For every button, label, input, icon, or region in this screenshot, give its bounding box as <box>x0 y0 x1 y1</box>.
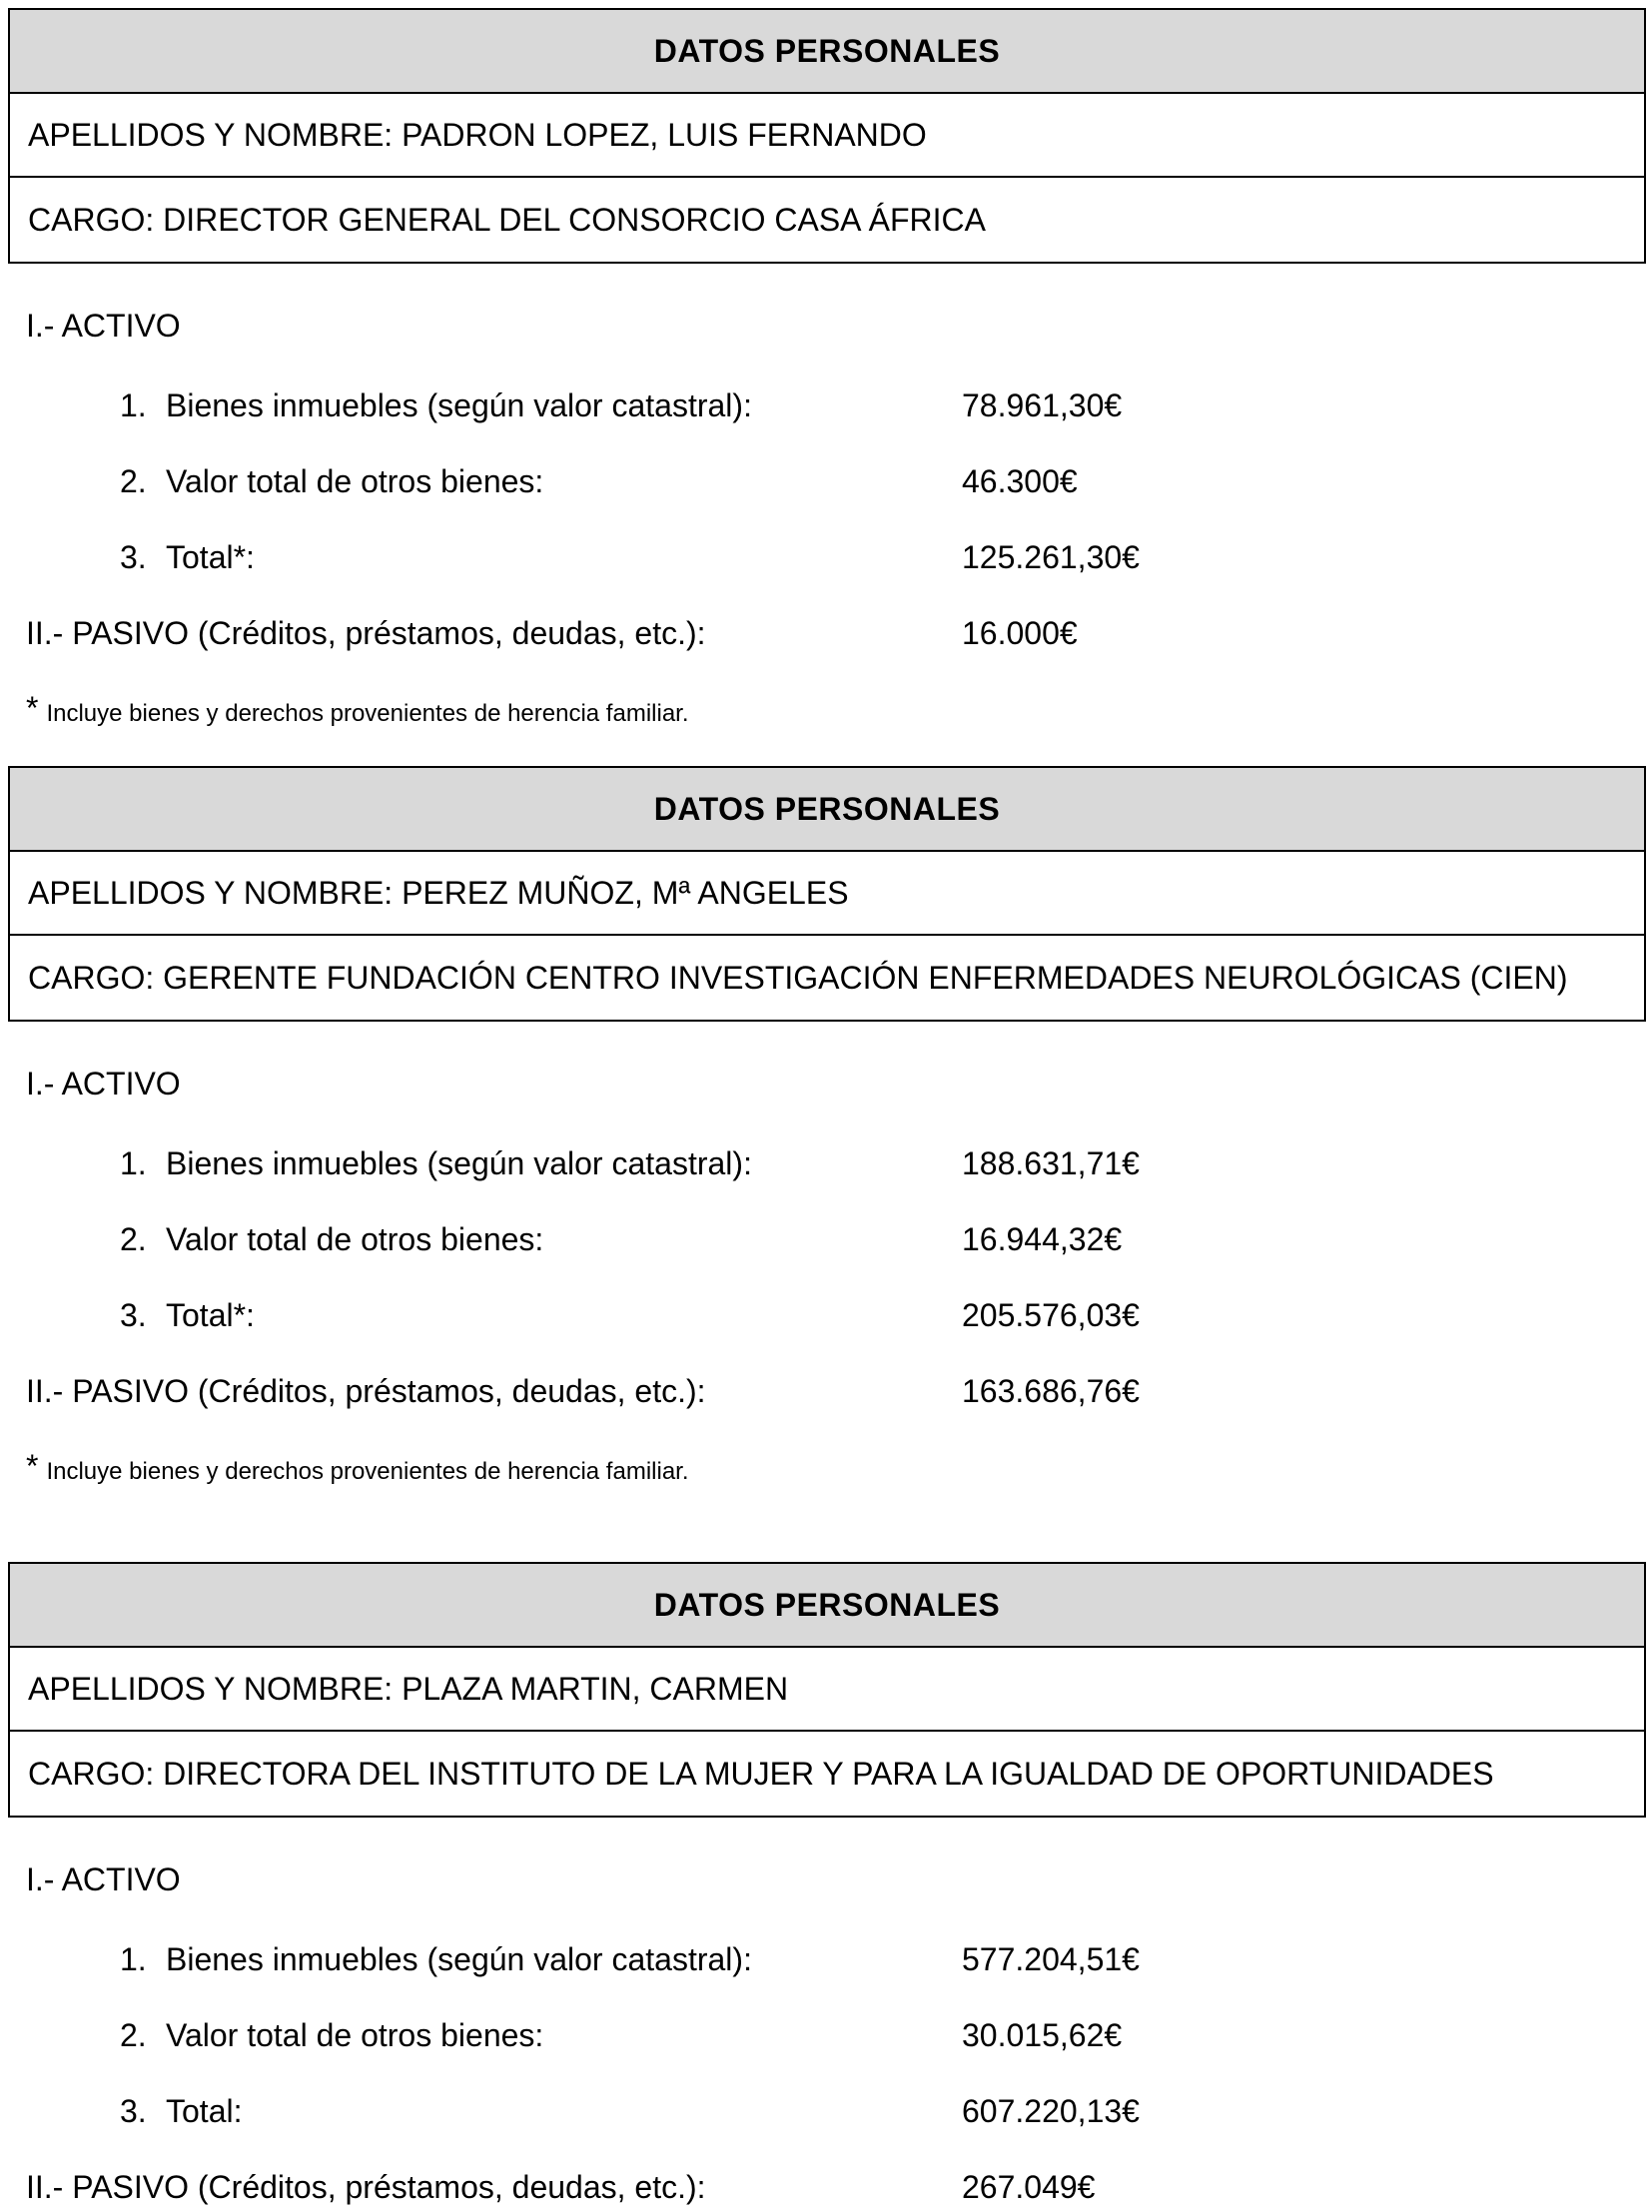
item-number: 3. <box>120 1297 147 1333</box>
item-value: 78.961,30€ <box>962 387 1123 423</box>
item-number: 2. <box>120 2017 147 2053</box>
pasivo-label: II.- PASIVO (Créditos, préstamos, deudas, etc.): <box>26 1373 706 1409</box>
personal-data-box-2 <box>8 766 1646 1022</box>
item-label: Valor total de otros bienes: <box>166 463 544 499</box>
footnote-mark: * <box>26 690 39 726</box>
section-header: DATOS PERSONALES <box>10 768 1644 852</box>
personal-data-box-3 <box>8 1562 1646 1818</box>
item-label: Total: <box>166 2093 243 2129</box>
item-number: 3. <box>120 2093 147 2129</box>
item-value: 16.944,32€ <box>962 1221 1123 1257</box>
item-number: 3. <box>120 539 147 575</box>
item-label: Valor total de otros bienes: <box>166 2017 544 2053</box>
pasivo-label: II.- PASIVO (Créditos, préstamos, deudas, etc.): <box>26 2169 706 2205</box>
activo-title: I.- ACTIVO <box>26 1066 181 1102</box>
item-value: 577.204,51€ <box>962 1941 1140 1977</box>
item-number: 2. <box>120 1221 147 1257</box>
personal-data-box-1 <box>8 8 1646 264</box>
item-value: 30.015,62€ <box>962 2017 1123 2053</box>
item-number: 1. <box>120 387 147 423</box>
item-number: 2. <box>120 463 147 499</box>
cargo-row: CARGO: GERENTE FUNDACIÓN CENTRO INVESTIGACIÓN ENFERMEDADES NEUROLÓGICAS (CIEN) <box>28 959 1568 996</box>
section-header: DATOS PERSONALES <box>10 10 1644 94</box>
pasivo-value: 163.686,76€ <box>962 1373 1140 1409</box>
pasivo-value: 16.000€ <box>962 615 1078 651</box>
item-label: Bienes inmuebles (según valor catastral): <box>166 387 752 423</box>
footnote <box>26 1448 689 1487</box>
activo-title: I.- ACTIVO <box>26 1861 181 1897</box>
item-label: Bienes inmuebles (según valor catastral): <box>166 1145 752 1181</box>
cargo-row: CARGO: DIRECTORA DEL INSTITUTO DE LA MUJER Y PARA LA IGUALDAD DE OPORTUNIDADES <box>28 1755 1494 1792</box>
pasivo-label: II.- PASIVO (Créditos, préstamos, deudas, etc.): <box>26 615 706 651</box>
item-label: Bienes inmuebles (según valor catastral): <box>166 1941 752 1977</box>
item-value: 188.631,71€ <box>962 1145 1140 1181</box>
item-label: Valor total de otros bienes: <box>166 1221 544 1257</box>
item-number: 1. <box>120 1941 147 1977</box>
footnote-text: Incluye bienes y derechos provenientes de herencia familiar. <box>46 700 689 727</box>
item-value: 205.576,03€ <box>962 1297 1140 1333</box>
footnote-mark: * <box>26 1448 39 1484</box>
cargo-row: CARGO: DIRECTOR GENERAL DEL CONSORCIO CASA ÁFRICA <box>28 201 986 238</box>
item-value: 125.261,30€ <box>962 539 1140 575</box>
pasivo-value: 267.049€ <box>962 2169 1096 2205</box>
item-number: 1. <box>120 1145 147 1181</box>
item-value: 46.300€ <box>962 463 1078 499</box>
item-label: Total*: <box>166 539 255 575</box>
item-value: 607.220,13€ <box>962 2093 1140 2129</box>
name-row: APELLIDOS Y NOMBRE: PEREZ MUÑOZ, Mª ANGELES <box>10 852 1644 936</box>
name-row: APELLIDOS Y NOMBRE: PADRON LOPEZ, LUIS FERNANDO <box>10 94 1644 178</box>
footnote <box>26 690 689 729</box>
section-header: DATOS PERSONALES <box>10 1564 1644 1648</box>
item-label: Total*: <box>166 1297 255 1333</box>
footnote-text: Incluye bienes y derechos provenientes de herencia familiar. <box>46 1458 689 1485</box>
activo-title: I.- ACTIVO <box>26 308 181 344</box>
name-row: APELLIDOS Y NOMBRE: PLAZA MARTIN, CARMEN <box>10 1648 1644 1732</box>
